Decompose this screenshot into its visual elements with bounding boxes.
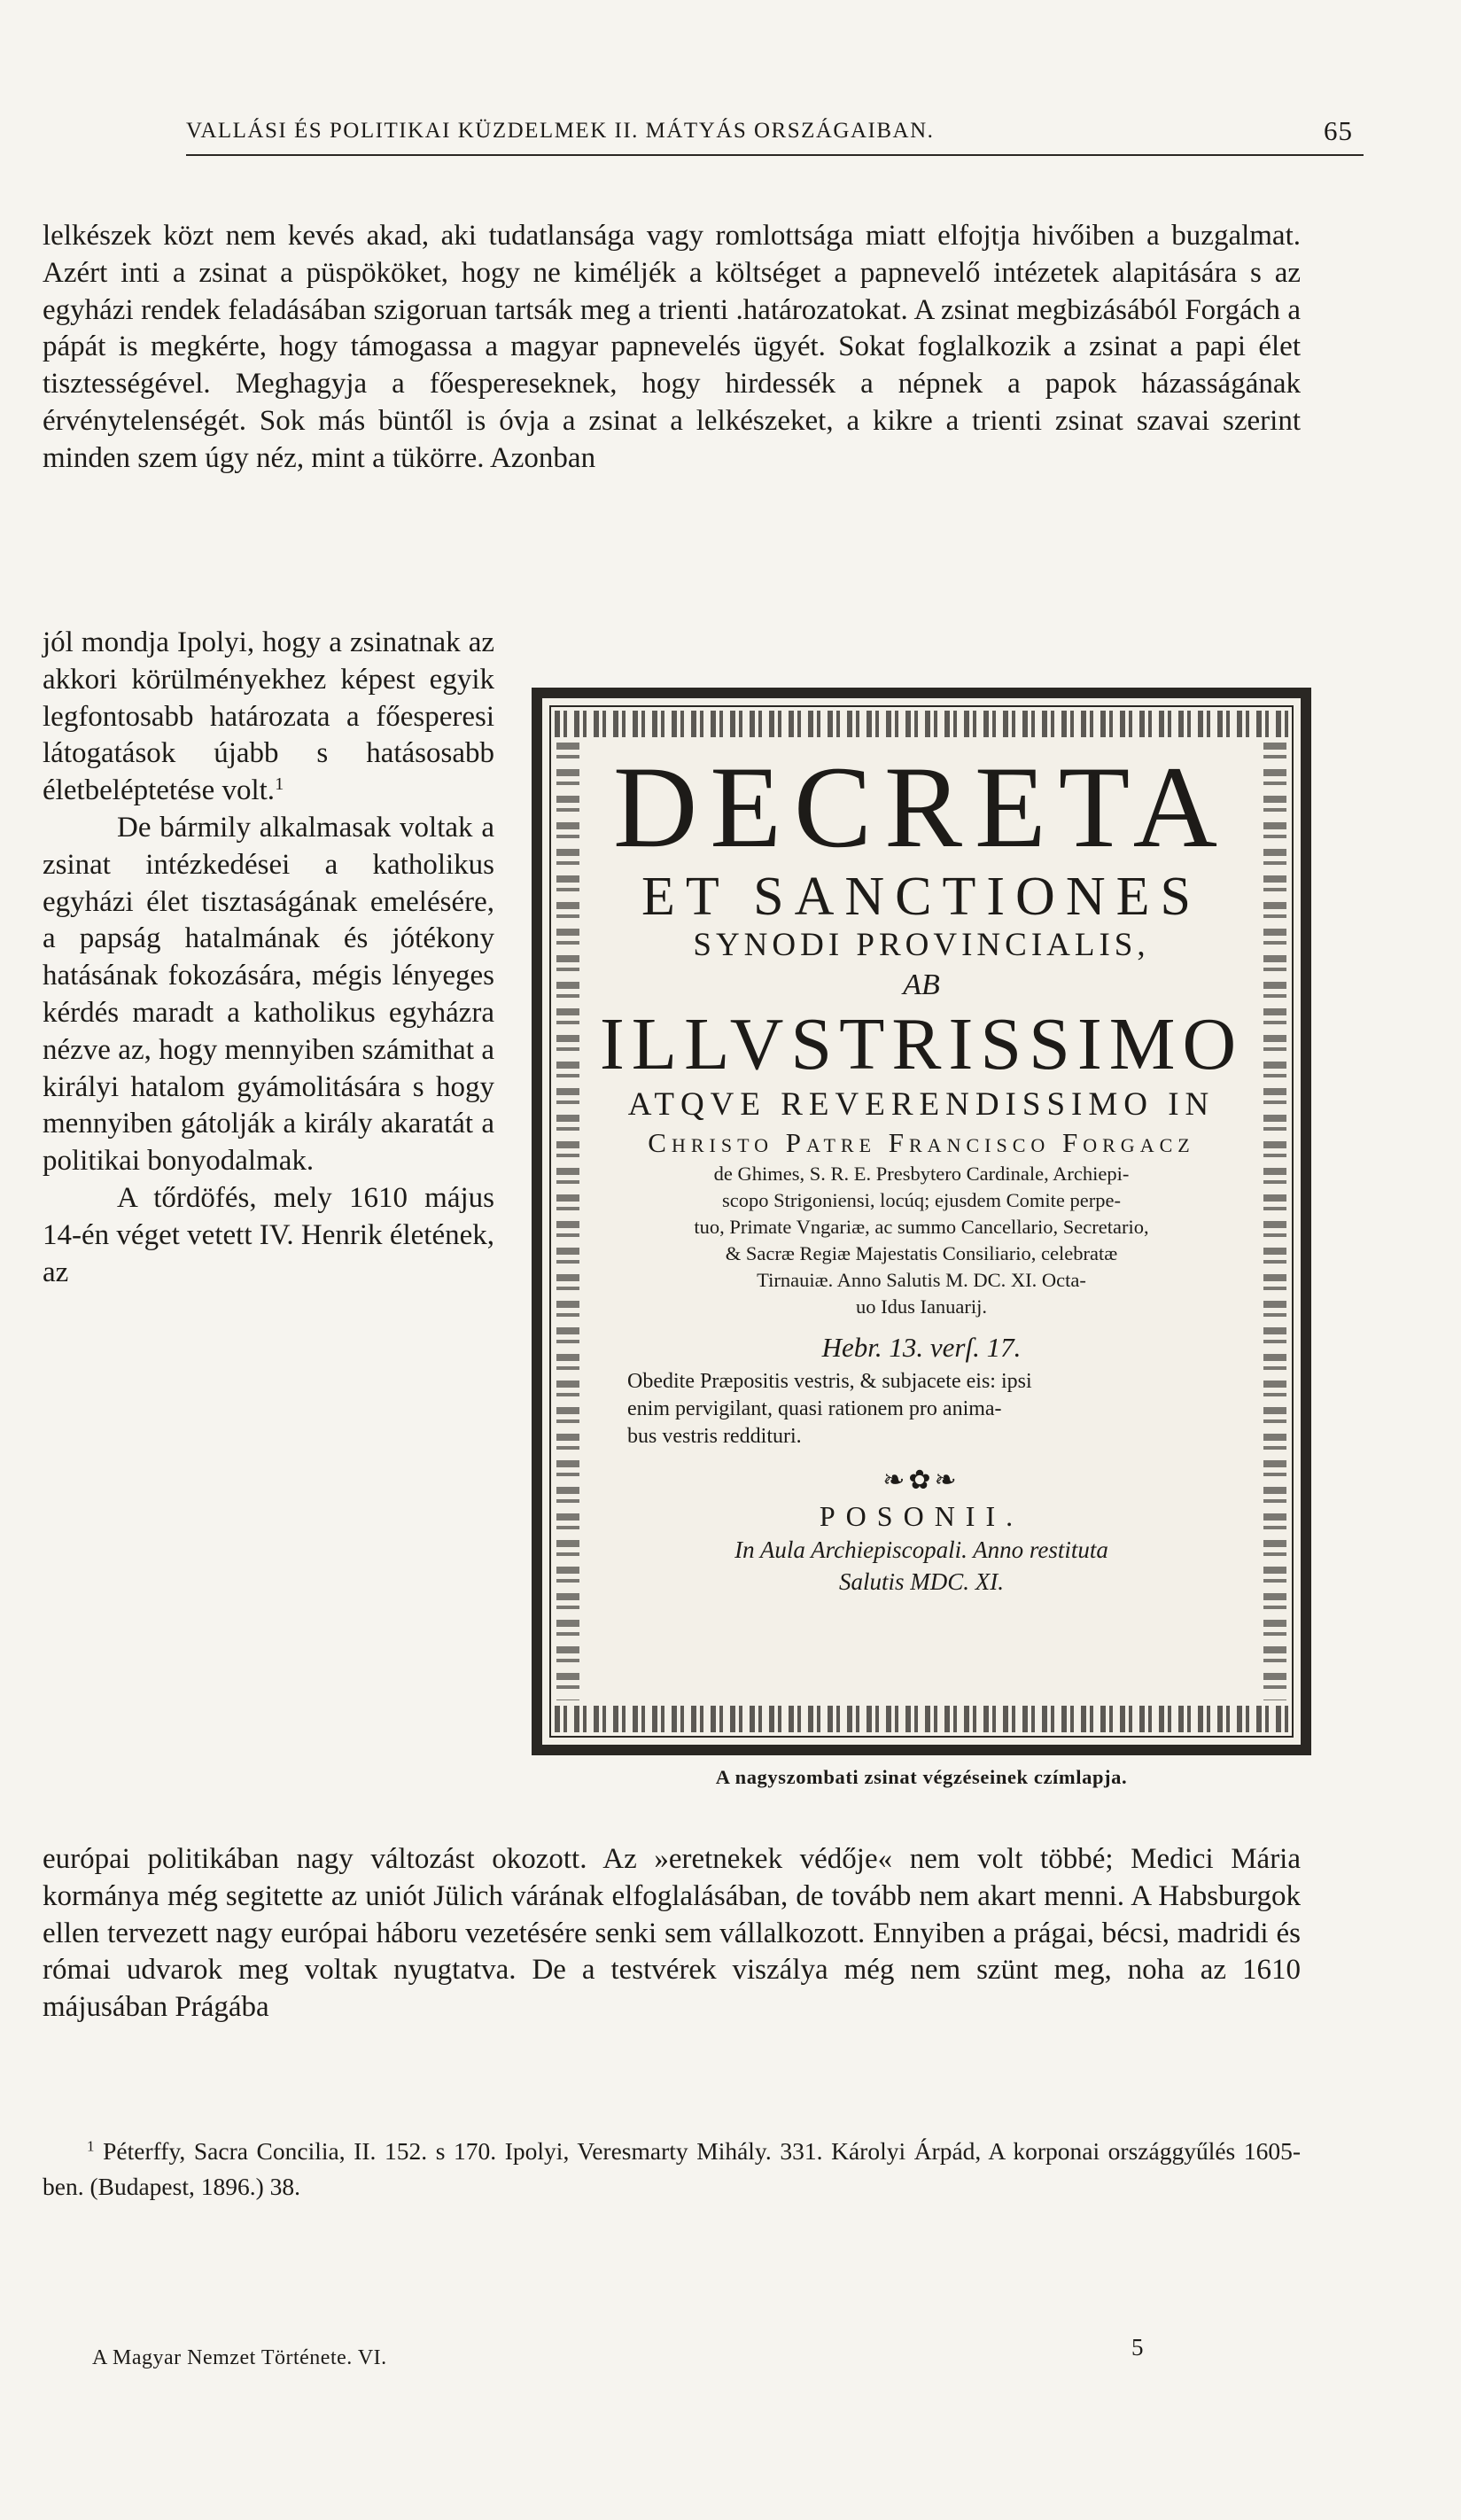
title-ab: AB — [903, 968, 940, 1001]
paragraph-3-start: A tőrdöfés, mely 1610 május 14-én véget vetett IV. Henrik életének, az — [43, 1181, 494, 1288]
footnote — [43, 2134, 1301, 2205]
title-christo: Christo Patre Francisco Forgacz — [648, 1127, 1195, 1158]
ornament-border-right — [1263, 743, 1286, 1700]
running-title: VALLÁSI ÉS POLITIKAI KÜZDELMEK II. MÁTYÁS ORSZÁGAIBAN. — [186, 119, 935, 143]
title-line-3: tuo, Primate Vngariæ, ac summo Cancellario, Secretario, — [694, 1216, 1149, 1238]
footnote-reference: 1 — [275, 774, 284, 794]
ornament-border-top — [555, 711, 1288, 737]
title-line-5: Tirnauiæ. Anno Salutis M. DC. XI. Octa- — [757, 1269, 1086, 1291]
paragraph-1: lelkészek közt nem kevés akad, aki tudatlansága vagy romlottsága miatt elfojtja hivőiben a buzgalmat. Azért inti a zsinat a püspököket, hogy ne kiméljék a költséget a papnevelő intézetek alapitására s az egyházi rendek feladásában szigoruan tartsák meg a trienti .határozatokat. A zsinat megbizásából Forgách a pápát is megkérte, hogy támogassa a magyar papnevelés ügyét. Sokat foglalkozik a zsinat a papi élet tisztességével. Meghagyja a főespereseknek, hogy hirdessék a népnek a papok házasságának érvénytelenségét. Sok más büntől is óvja a zsinat a lelkészeket, a kikre a trienti zsinat szavai szerint minden szem úgy néz, mint a tükörre. Azonban — [43, 220, 1301, 474]
running-header — [186, 113, 1364, 156]
title-page-figure — [532, 688, 1311, 1755]
paragraph-3-rest: európai politikában nagy változást okozott. Az »eretnekek védője« nem volt többé; Medici Mária kormánya még segitette az uniót Jülich várának elfoglalásában, de tovább nem akart menni. A Habsburgok ellen tervezett nagy európai háboru vezetésére senki sem vállalkozott. Ennyiben a prágai, bécsi, madridi és római udvarok meg voltak nyugtatva. De a testvérek viszálya még nem szünt meg, noha az 1610 májusában Prágába — [43, 1843, 1301, 2024]
narrow-column — [43, 625, 494, 1291]
ornament-border-left — [556, 743, 579, 1700]
footnote-marker: 1 — [87, 2137, 95, 2155]
figure-caption: A nagyszombati zsinat végzéseinek czímlapja. — [715, 1766, 1128, 1788]
title-page-frame — [532, 688, 1311, 1755]
paragraph-1-continued — [43, 625, 494, 810]
footnote-text-line — [43, 2134, 1301, 2205]
title-decreta: DECRETA — [612, 742, 1231, 872]
title-illustrissimo: ILLVSTRISSIMO — [599, 1003, 1244, 1085]
title-page-text — [592, 744, 1251, 1699]
flourish-ornament: ❧✿❧ — [882, 1466, 960, 1495]
title-atque: ATQVE REVERENDISSIMO IN — [627, 1086, 1216, 1123]
paragraph-bottom — [43, 1841, 1301, 2026]
footnote-text: Péterffy, Sacra Concilia, II. 152. s 170. Ipolyi, Veresmarty Mihály. 331. Károlyi Árpád, A korponai országgyűlés 1605-ben. (Budapest, 1896.) 38. — [43, 2137, 1302, 2200]
title-quote-1: Obedite Præpositis vestris, & subjacete eis: ipsi — [627, 1370, 1032, 1393]
title-line-4: & Sacræ Regiæ Majestatis Consiliario, celebratæ — [725, 1242, 1118, 1264]
paragraph-top — [43, 218, 1301, 478]
title-hebr: Hebr. 13. verſ. 17. — [821, 1332, 1022, 1363]
page-number: 65 — [1324, 115, 1353, 146]
paragraph-1-cont-text: jól mondja Ipolyi, hogy a zsinatnak az akkori körülményekhez képest egyik legfontosabb határozata a főesperesi látogatások újabb s hatásosabb életbeléptetése volt. — [43, 626, 494, 807]
title-quote-2: enim pervigilant, quasi rationem pro anima- — [627, 1397, 1002, 1420]
title-posonii: POSONII. — [819, 1500, 1024, 1532]
footer-sheet-number: 5 — [1131, 2334, 1144, 2361]
title-sanctiones: ET SANCTIONES — [641, 867, 1201, 927]
paragraph-2: De bármily alkalmasak voltak a zsinat intézkedései a katholikus egyházi élet tisztaságának emelésére, a papság hatalmának és jótékony hatásának fokozására, mégis lényeges kérdés maradt a katholikus egyházra nézve az, hogy mennyiben számithat a királyi hatalom gyámolitására s hogy mennyiben gátolják a király akaratát a politikai bonyodalmak. — [43, 811, 494, 1178]
title-line-2: scopo Strigoniensi, locúq; ejusdem Comite perpe- — [722, 1189, 1121, 1211]
title-salutis: Salutis MDC. XI. — [839, 1568, 1004, 1595]
title-aula: In Aula Archiepiscopali. Anno restituta — [734, 1536, 1108, 1563]
title-line-1: de Ghimes, S. R. E. Presbytero Cardinale, Archiepi- — [713, 1163, 1130, 1185]
title-quote-3: bus vestris reddituri. — [627, 1425, 802, 1448]
title-line-6: uo Idus Ianuarij. — [855, 1295, 988, 1318]
title-synodi: SYNODI PROVINCIALIS, — [693, 927, 1150, 963]
footer-signature: A Magyar Nemzet Története. VI. — [92, 2346, 387, 2369]
ornament-border-bottom — [555, 1706, 1288, 1732]
